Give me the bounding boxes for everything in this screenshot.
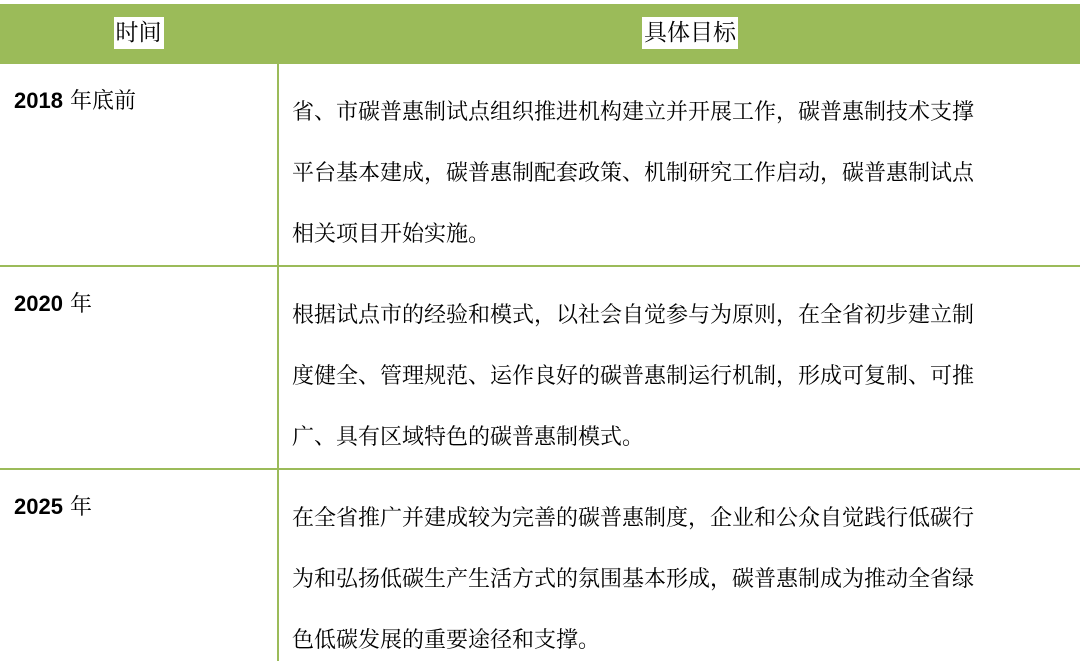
year-cell: 2020 年 [0,266,278,469]
goal-line: 广、具有区域特色的碳普惠制模式。 [292,425,645,450]
goal-cell [278,469,1080,661]
table-row [0,266,1080,469]
year-cell: 2018 年底前 [0,63,278,266]
table-row [0,469,1080,661]
goal-line: 平台基本建成，碳普惠制配套政策、机制研究工作启动，碳普惠制试点 [292,161,975,186]
goal-line: 相关项目开始实施。 [292,222,491,247]
goal-cell [278,266,1080,469]
targets-table [0,4,1080,661]
header-time: 时间 [0,4,278,63]
goal-line: 在全省推广并建成较为完善的碳普惠制度，企业和公众自觉践行低碳行 [292,506,975,531]
year-cell: 2025 年 [0,469,278,661]
goal-line: 为和弘扬低碳生产生活方式的氛围基本形成，碳普惠制成为推动全省绿 [292,567,975,592]
goal-line: 度健全、管理规范、运作良好的碳普惠制运行机制，形成可复制、可推 [292,364,975,389]
goal-line: 根据试点市的经验和模式，以社会自觉参与为原则，在全省初步建立制 [292,303,975,328]
goal-cell [278,63,1080,266]
table-row [0,63,1080,266]
table-header-row [0,4,1080,63]
goal-line: 色低碳发展的重要途径和支撑。 [292,628,601,653]
header-goals: 具体目标 [278,4,1080,63]
goal-line: 省、市碳普惠制试点组织推进机构建立并开展工作，碳普惠制技术支撑 [292,100,975,125]
